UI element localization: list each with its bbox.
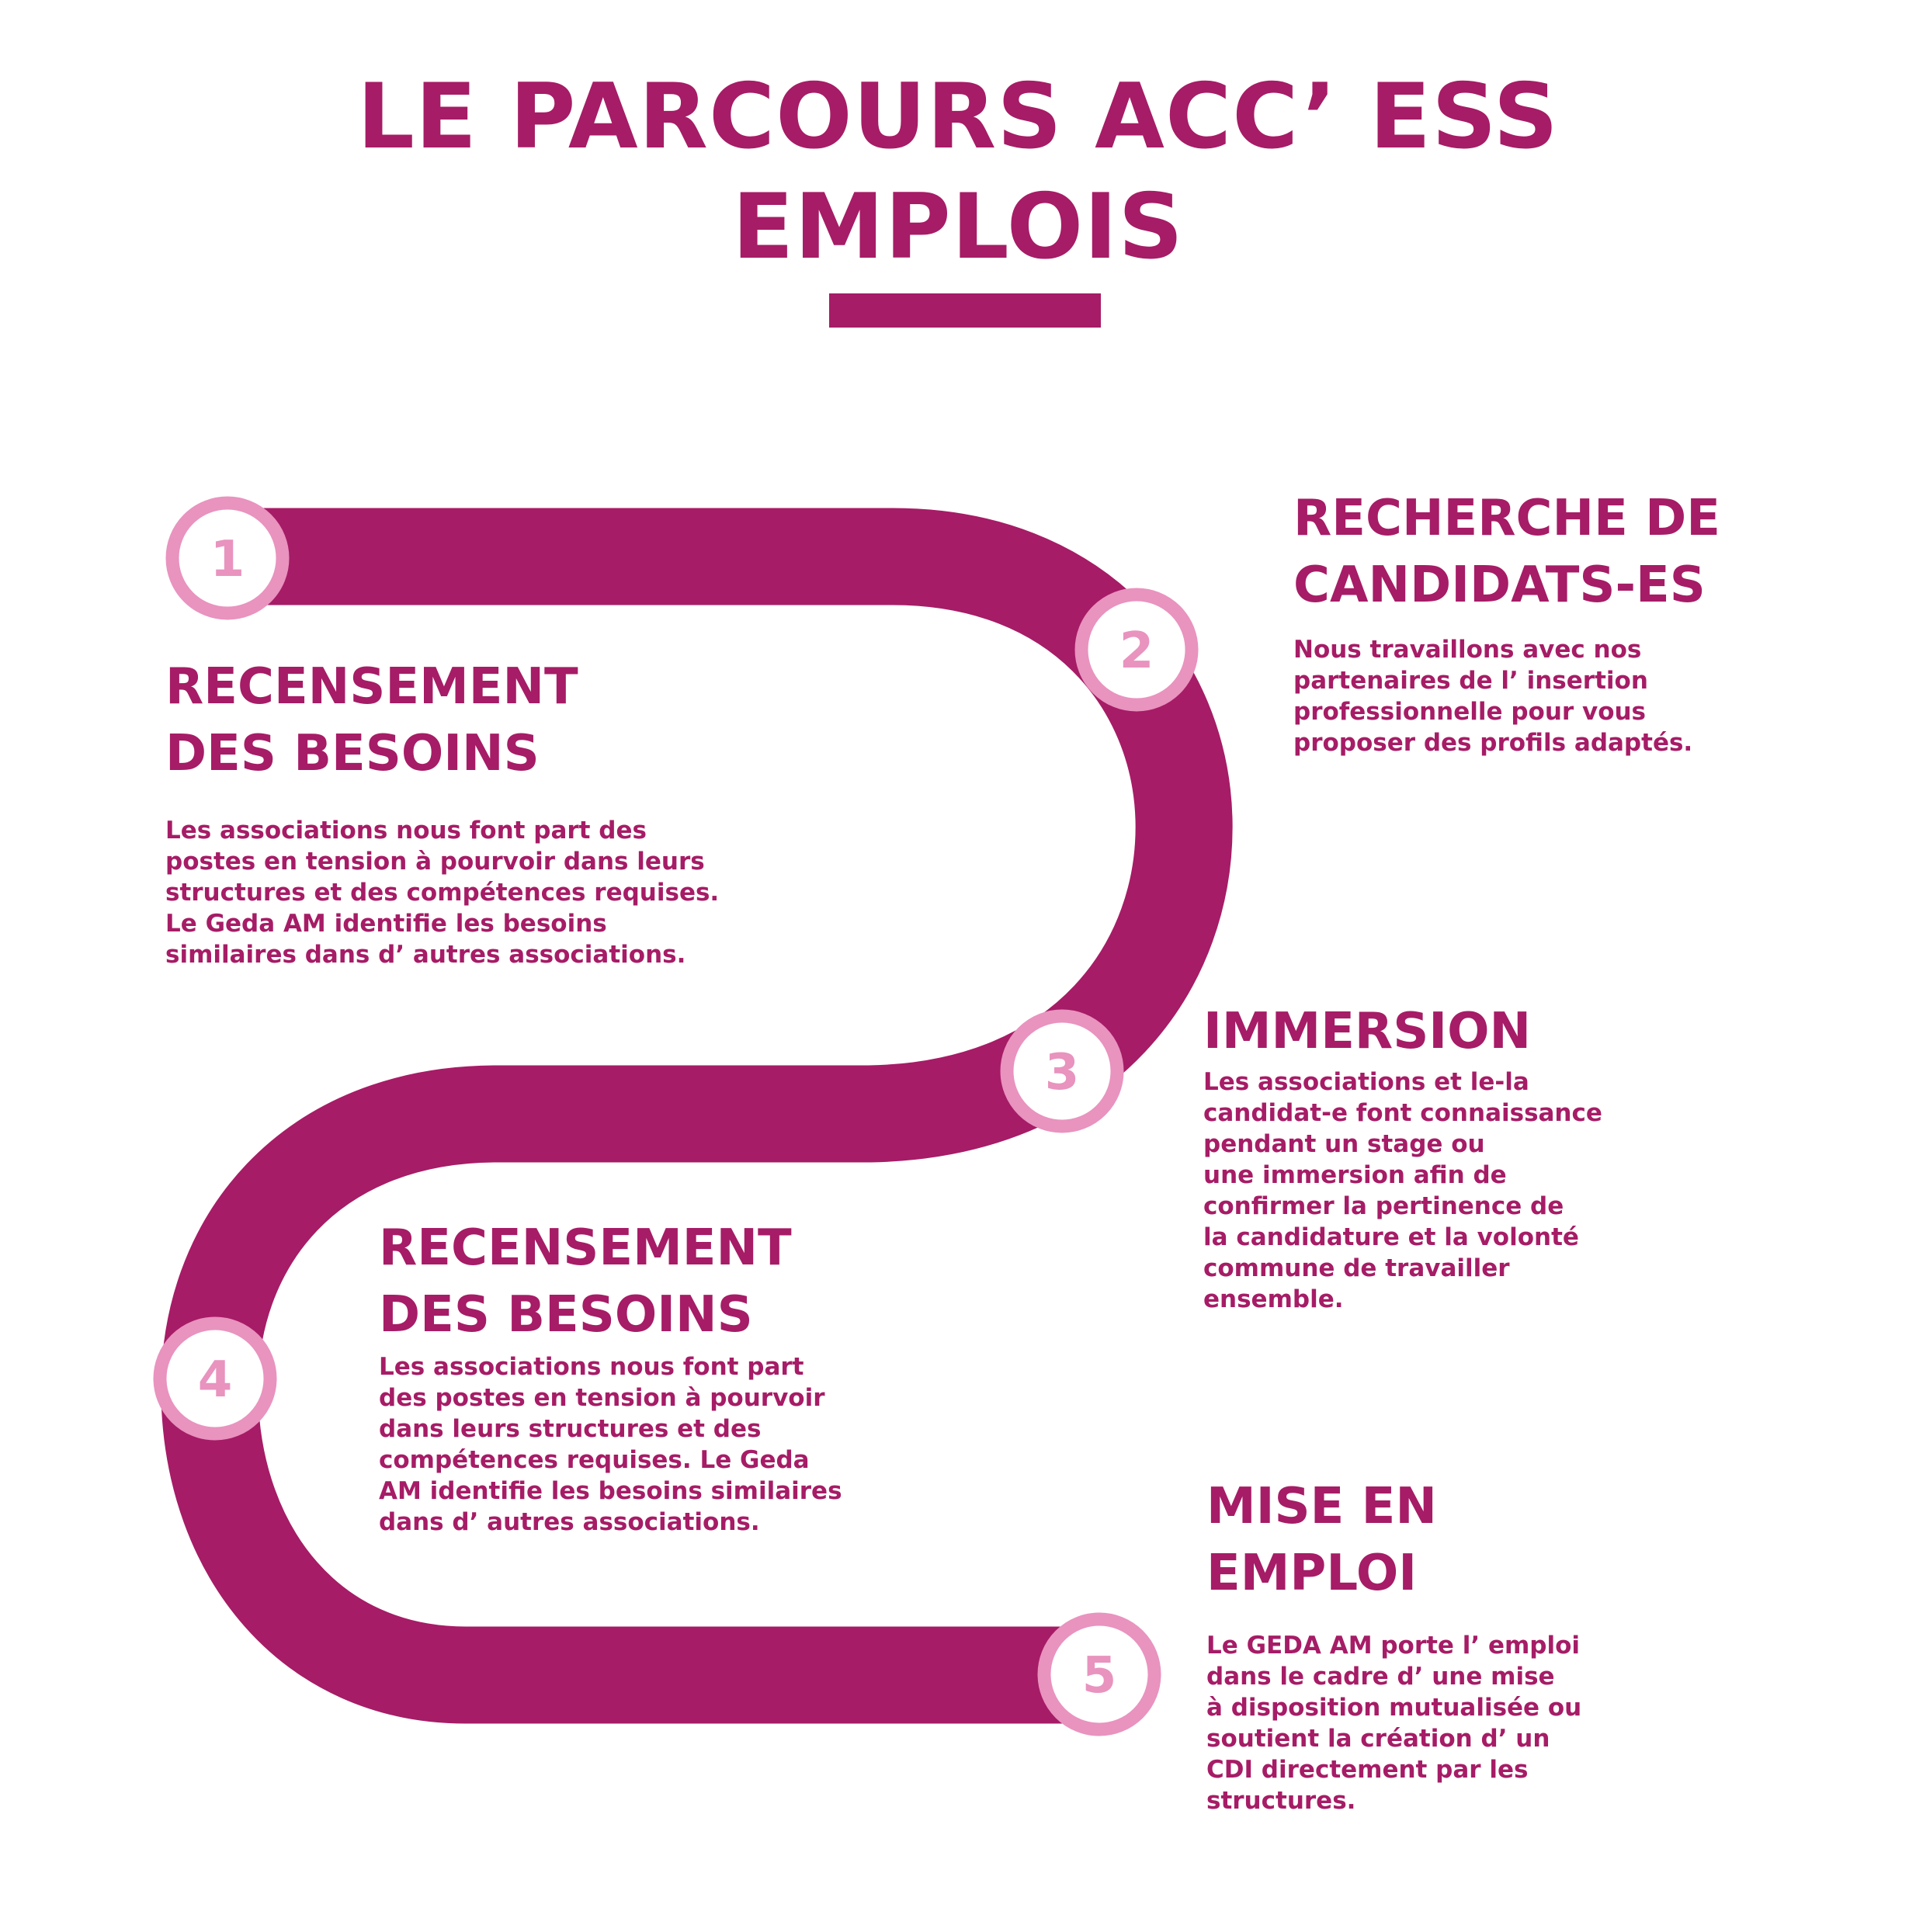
step-1-block bbox=[165, 654, 755, 970]
step-number-4: 4 bbox=[197, 1351, 233, 1409]
step-1-heading: RECENSEMENT DES BESOINS bbox=[165, 658, 578, 782]
step-marker-2 bbox=[1081, 595, 1192, 705]
step-3-description: Les associations et le-la candidat-e font connaissance pendant un stage ou une immersion afin de confirmer la pertinence de la candidature et la volonté commune de travailler ensemble. bbox=[1203, 1068, 1602, 1313]
step-5-block bbox=[1206, 1473, 1796, 1816]
step-4-description: Les associations nous font part des postes en tension à pourvoir dans leurs structures et des compétences requises. Le Geda AM identifie les besoins similaires dans d’ autres associations. bbox=[379, 1353, 842, 1536]
step-5-description: Le GEDA AM porte l’ emploi dans le cadre d’ une mise à disposition mutualisée ou soutient la création d’ un CDI directement par les structures. bbox=[1206, 1632, 1582, 1815]
step-2-description: Nous travaillons avec nos partenaires de l’ insertion professionnelle pour vous proposer des profils adaptés. bbox=[1293, 636, 1693, 757]
step-1-description: Les associations nous font part des postes en tension à pourvoir dans leurs structures et des compétences requises. Le Geda AM identifie les besoins similaires dans d’ autres associations. bbox=[165, 817, 720, 969]
step-2-block bbox=[1293, 485, 1883, 758]
step-4-heading: RECENSEMENT DES BESOINS bbox=[379, 1219, 792, 1344]
title-line-1: LE PARCOURS ACC’ ESS bbox=[356, 64, 1560, 169]
step-3-block bbox=[1203, 998, 1793, 1315]
title-line-2: EMPLOIS bbox=[732, 175, 1184, 279]
step-number-2: 2 bbox=[1119, 623, 1154, 680]
step-2-heading: RECHERCHE DE CANDIDATS-ES bbox=[1293, 490, 1720, 614]
step-5-heading: MISE EN EMPLOI bbox=[1206, 1478, 1437, 1602]
step-marker-3 bbox=[1007, 1016, 1117, 1126]
step-number-5: 5 bbox=[1081, 1647, 1117, 1705]
step-3-heading: IMMERSION bbox=[1203, 1003, 1532, 1060]
step-marker-1 bbox=[172, 503, 283, 613]
step-number-1: 1 bbox=[210, 531, 245, 588]
step-4-block bbox=[379, 1215, 969, 1538]
step-number-3: 3 bbox=[1044, 1044, 1080, 1101]
step-marker-4 bbox=[160, 1323, 270, 1434]
step-marker-5 bbox=[1044, 1619, 1154, 1729]
